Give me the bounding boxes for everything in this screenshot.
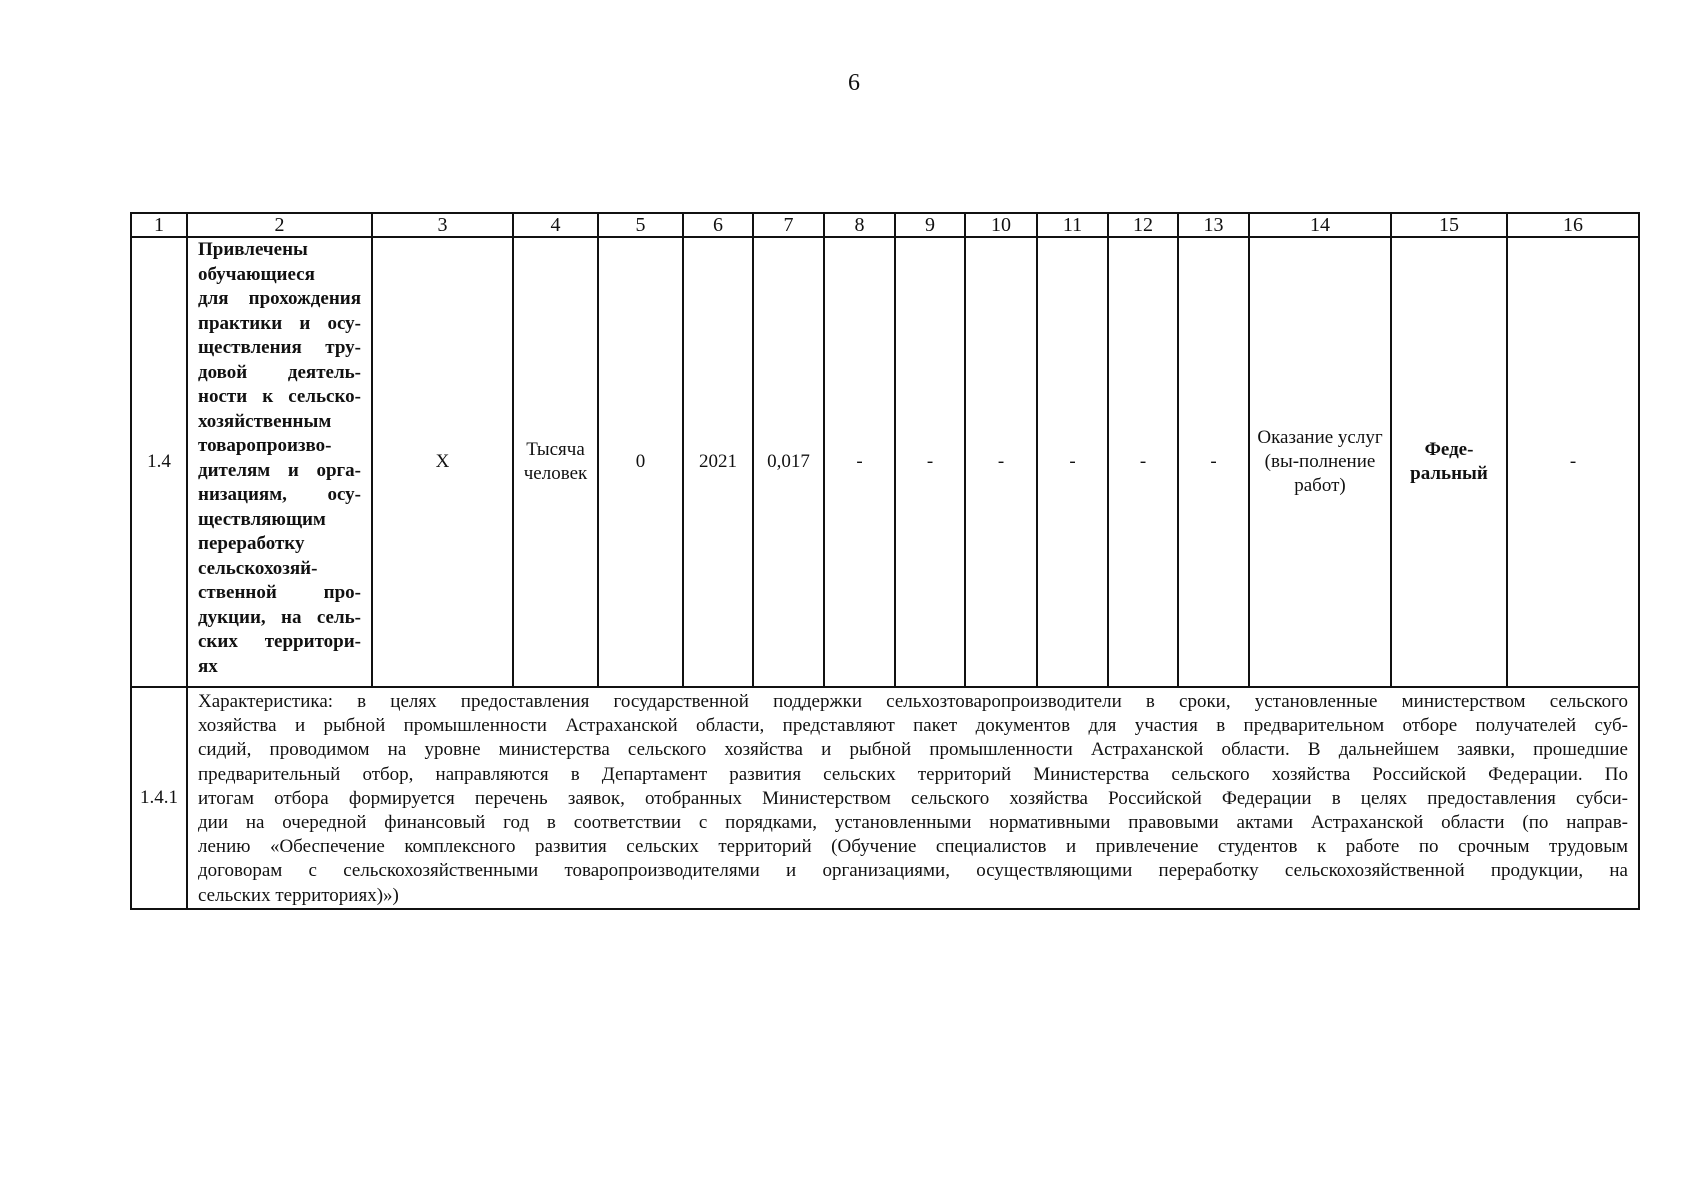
characteristic-line: договорам с сельскохозяйственными товаропроизводителями и организациями, осуществляющими переработку сельскохозяйственной продукции, на [198,860,1628,882]
characteristic-row [131,687,1639,909]
header-cell: 15 [1391,213,1507,237]
description-line: ях [198,655,218,677]
description-line: довой деятель- [198,361,361,383]
description-line: сельскохозяй- [198,557,318,579]
header-cell: 6 [683,213,753,237]
description-line: товаропроизво- [198,435,332,456]
characteristic-text [187,687,1639,909]
description-line: обучающиеся [198,263,315,285]
cell-col10: - [965,237,1037,687]
characteristic-line: сельских территориях)») [198,884,399,906]
header-cell: 9 [895,213,965,237]
description-line: практики и осу- [198,312,361,334]
header-cell: 12 [1108,213,1178,237]
characteristic-line: сидий, проводимом на уровне министерства сельского хозяйства и рыбной промышленности Астраханской области. В дальнейшем заявки, прошедшие [198,739,1628,761]
characteristic-line: лению «Обеспечение комплексного развития сельских территорий (Обучение специалистов и привлечение студентов к работе по срочным трудовым [198,836,1628,858]
characteristic-line: итогам отбора формируется перечень заявок, отобранных Министерством сельского хозяйства Российской Федерации в целях предоставления субси- [198,787,1628,809]
cell-col14: Оказание услуг (вы-полнение работ) [1249,237,1391,687]
cell-col3: Х [372,237,513,687]
cell-year: 2021 [683,237,753,687]
page-number: 6 [848,70,860,96]
header-cell: 10 [965,213,1037,237]
description-line: хозяйственным [198,410,332,432]
description-line: ности к сельско- [198,386,361,407]
header-cell: 2 [187,213,372,237]
cell-col15: Феде-ральный [1391,237,1507,687]
cell-col16: - [1507,237,1639,687]
header-cell: 1 [131,213,187,237]
header-cell: 5 [598,213,683,237]
data-table [130,212,1640,910]
cell-col5: 0 [598,237,683,687]
header-cell: 3 [372,213,513,237]
cell-col13: - [1178,237,1249,687]
description-line: переработку [198,533,305,554]
description-line: низациям, осу- [198,484,361,505]
description-line: ских территори- [198,631,361,652]
table-row [131,237,1639,687]
header-cell: 4 [513,213,598,237]
description-line: для прохождения [198,288,361,309]
cell-col11: - [1037,237,1108,687]
header-row [131,213,1639,237]
cell-value: 0,017 [753,237,824,687]
description-line: дителям и орга- [198,459,361,481]
header-cell: 14 [1249,213,1391,237]
cell-col12: - [1108,237,1178,687]
header-cell: 7 [753,213,824,237]
characteristic-line: Характеристика: в целях предоставления государственной поддержки сельхозтоваропроизводители в сроки, установленные министерством сельского [198,691,1628,712]
header-cell: 8 [824,213,895,237]
row-number: 1.4 [131,237,187,687]
description-line: Привлечены [198,239,308,260]
header-cell: 16 [1507,213,1639,237]
description-line: ществления тру- [198,337,361,358]
header-cell: 11 [1037,213,1108,237]
cell-col9: - [895,237,965,687]
characteristic-line: предварительный отбор, направляются в Департамент развития сельских территорий Министерства сельского хозяйства Российской Федерации. По [198,763,1628,785]
description-line: ществляющим [198,508,326,530]
subrow-number: 1.4.1 [131,687,187,909]
indicator-description [187,237,372,687]
cell-col8: - [824,237,895,687]
description-line: ственной про- [198,582,361,603]
description-line: дукции, на сель- [198,606,361,628]
header-cell: 13 [1178,213,1249,237]
characteristic-line: дии на очередной финансовый год в соответствии с порядками, установленными нормативными правовыми актами Астраханской области (по направ- [198,812,1628,834]
characteristic-line: хозяйства и рыбной промышленности Астраханской области, представляют пакет документов для участия в предварительном отборе получателей суб- [198,715,1628,737]
cell-unit: Тысяча человек [513,237,598,687]
